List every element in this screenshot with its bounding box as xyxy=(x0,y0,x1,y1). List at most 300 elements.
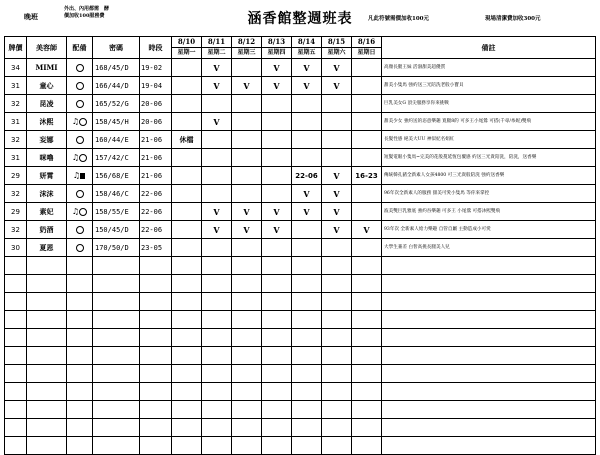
cell-deploy xyxy=(67,149,93,167)
empty-cell xyxy=(140,311,172,329)
cell-name: 咪嚕 xyxy=(27,149,67,167)
table-row xyxy=(5,59,596,77)
table-row xyxy=(5,113,596,131)
cell-deploy xyxy=(67,95,93,113)
cell-day: V xyxy=(322,203,352,221)
empty-cell xyxy=(67,293,93,311)
cell-time: 22-06 xyxy=(140,203,172,221)
cell-day xyxy=(232,113,262,131)
empty-cell xyxy=(202,419,232,437)
cell-code: 165/52/G xyxy=(93,95,140,113)
empty-row xyxy=(5,437,596,455)
empty-cell xyxy=(93,329,140,347)
empty-cell xyxy=(382,329,596,347)
cell-day xyxy=(172,95,202,113)
empty-row xyxy=(5,365,596,383)
cell-name: 夏恩 xyxy=(27,239,67,257)
empty-cell xyxy=(382,311,596,329)
cell-day xyxy=(292,113,322,131)
cell-day xyxy=(172,113,202,131)
cell-day xyxy=(262,131,292,149)
empty-cell xyxy=(382,293,596,311)
empty-cell xyxy=(172,329,202,347)
cell-day xyxy=(262,167,292,185)
empty-cell xyxy=(172,383,202,401)
cell-deploy xyxy=(67,185,93,203)
empty-cell xyxy=(292,257,322,275)
empty-cell xyxy=(352,419,382,437)
empty-cell xyxy=(262,365,292,383)
date-header: 8/12 xyxy=(232,37,262,48)
weekday-header: 星期五 xyxy=(292,48,322,59)
cell-day xyxy=(172,167,202,185)
empty-cell xyxy=(27,365,67,383)
cell-name: 沐熙 xyxy=(27,113,67,131)
empty-row xyxy=(5,275,596,293)
circle-icon xyxy=(79,118,87,126)
empty-cell xyxy=(140,347,172,365)
film-icon xyxy=(80,173,85,179)
empty-cell xyxy=(262,401,292,419)
cell-day xyxy=(352,185,382,203)
cell-day: 16-23 xyxy=(352,167,382,185)
empty-cell xyxy=(322,311,352,329)
cell-deploy xyxy=(67,77,93,95)
empty-cell xyxy=(232,401,262,419)
cell-time: 20-06 xyxy=(140,95,172,113)
cell-time: 21-06 xyxy=(140,167,172,185)
cell-day xyxy=(172,59,202,77)
cell-remark: 短髮電眼小隻馬~完美的花般蔓延恆包覆感 約送三光貴陪洗，陪洗，送香樂 xyxy=(382,149,596,167)
cell-code: 157/42/C xyxy=(93,149,140,167)
circle-icon xyxy=(76,82,84,90)
empty-cell xyxy=(202,401,232,419)
cell-day: V xyxy=(202,221,232,239)
empty-cell xyxy=(322,401,352,419)
cell-day xyxy=(172,77,202,95)
cell-deploy xyxy=(67,113,93,131)
cell-day xyxy=(202,131,232,149)
cell-day: V xyxy=(322,77,352,95)
empty-cell xyxy=(292,401,322,419)
cell-name: 妄娜 xyxy=(27,131,67,149)
empty-cell xyxy=(352,401,382,419)
circle-icon xyxy=(76,100,84,108)
empty-cell xyxy=(232,257,262,275)
empty-cell xyxy=(140,275,172,293)
empty-cell xyxy=(382,347,596,365)
empty-cell xyxy=(232,311,262,329)
cell-day: V xyxy=(292,77,322,95)
cell-day xyxy=(262,185,292,203)
cell-day: V xyxy=(202,203,232,221)
empty-cell xyxy=(382,437,596,455)
empty-cell xyxy=(322,257,352,275)
empty-cell xyxy=(5,275,27,293)
empty-cell xyxy=(67,437,93,455)
cell-day: V xyxy=(322,221,352,239)
empty-cell xyxy=(93,275,140,293)
empty-cell xyxy=(322,365,352,383)
empty-cell xyxy=(5,365,27,383)
empty-cell xyxy=(93,347,140,365)
empty-cell xyxy=(67,419,93,437)
empty-cell xyxy=(27,383,67,401)
circle-icon xyxy=(79,208,87,216)
table-row xyxy=(5,185,596,203)
cell-day: V xyxy=(352,221,382,239)
empty-cell xyxy=(292,293,322,311)
empty-cell xyxy=(352,365,382,383)
empty-cell xyxy=(262,329,292,347)
cell-day xyxy=(232,131,262,149)
empty-cell xyxy=(140,419,172,437)
empty-cell xyxy=(172,347,202,365)
cell-code: 166/44/D xyxy=(93,77,140,95)
empty-cell xyxy=(232,419,262,437)
cell-remark: 93年次 全新素人給力樂趣 自管自屬 主動造成小可愛 xyxy=(382,221,596,239)
cell-deploy xyxy=(67,131,93,149)
empty-cell xyxy=(93,257,140,275)
empty-cell xyxy=(202,383,232,401)
empty-cell xyxy=(352,437,382,455)
empty-cell xyxy=(382,383,596,401)
cell-day xyxy=(352,131,382,149)
circle-icon xyxy=(76,136,84,144)
empty-cell xyxy=(322,437,352,455)
cell-remark: 高顏長腿王妹 活潑甜美超優質 xyxy=(382,59,596,77)
cell-day: 休檔 xyxy=(172,131,202,149)
cleaning-fee-note: 現場清潔費加收300元 xyxy=(485,16,541,22)
cell-day: V xyxy=(262,77,292,95)
empty-cell xyxy=(352,329,382,347)
cell-day xyxy=(232,149,262,167)
empty-cell xyxy=(202,365,232,383)
cell-code: 170/50/D xyxy=(93,239,140,257)
empty-cell xyxy=(292,347,322,365)
circle-icon xyxy=(76,244,84,252)
cell-day xyxy=(202,239,232,257)
cell-code: 150/45/D xyxy=(93,221,140,239)
col-deploy-header: 配備 xyxy=(67,37,93,59)
cell-day xyxy=(262,149,292,167)
cell-day xyxy=(232,167,262,185)
empty-cell xyxy=(382,419,596,437)
empty-cell xyxy=(352,347,382,365)
cell-name: 妍霄 xyxy=(27,167,67,185)
empty-cell xyxy=(67,401,93,419)
empty-row xyxy=(5,293,596,311)
cell-remark: 長髮性感 絕美大UU 神似紀名娟紅 xyxy=(382,131,596,149)
empty-cell xyxy=(262,293,292,311)
page-title: 涵香館整週班表 xyxy=(247,11,353,27)
circle-icon xyxy=(76,64,84,72)
cell-code: 158/55/E xyxy=(93,203,140,221)
cell-day: V xyxy=(292,203,322,221)
empty-cell xyxy=(172,257,202,275)
empty-cell xyxy=(262,383,292,401)
table-row xyxy=(5,203,596,221)
cell-day: V xyxy=(232,77,262,95)
empty-row xyxy=(5,257,596,275)
empty-cell xyxy=(292,329,322,347)
cell-time: 22-06 xyxy=(140,185,172,203)
empty-cell xyxy=(67,365,93,383)
cell-day xyxy=(322,95,352,113)
cell-id: 32 xyxy=(5,95,27,113)
date-header: 8/14 xyxy=(292,37,322,48)
empty-cell xyxy=(382,365,596,383)
empty-cell xyxy=(262,437,292,455)
empty-cell xyxy=(232,329,262,347)
empty-cell xyxy=(67,257,93,275)
cell-code: 156/68/E xyxy=(93,167,140,185)
empty-cell xyxy=(27,329,67,347)
empty-cell xyxy=(322,293,352,311)
cell-remark: 大學生兼差 白皙高挑長腿美人兒 xyxy=(382,239,596,257)
cell-day xyxy=(202,185,232,203)
empty-cell xyxy=(27,257,67,275)
cell-day xyxy=(292,95,322,113)
empty-cell xyxy=(262,257,292,275)
cell-day: V xyxy=(202,113,232,131)
empty-cell xyxy=(140,383,172,401)
empty-cell xyxy=(172,365,202,383)
empty-cell xyxy=(202,437,232,455)
cell-day: V xyxy=(322,59,352,77)
cell-remark: 波美雙巨乳雅底 強約吞樂趣 可多王 小尾鶯 可搭沐熙雙飛 xyxy=(382,203,596,221)
empty-cell xyxy=(292,275,322,293)
empty-cell xyxy=(27,275,67,293)
cell-day: V xyxy=(322,185,352,203)
empty-cell xyxy=(27,311,67,329)
empty-cell xyxy=(172,401,202,419)
weekday-header: 星期二 xyxy=(202,48,232,59)
cell-deploy xyxy=(67,167,93,185)
date-header: 8/15 xyxy=(322,37,352,48)
cell-day xyxy=(352,59,382,77)
date-header: 8/16 xyxy=(352,37,382,48)
cell-id: 34 xyxy=(5,59,27,77)
cell-id: 32 xyxy=(5,131,27,149)
empty-cell xyxy=(292,383,322,401)
cell-id: 30 xyxy=(5,239,27,257)
empty-cell xyxy=(140,401,172,419)
cell-remark: 巨乳美女G 頂尖服務享你來挑戰 xyxy=(382,95,596,113)
col-id-header: 牌價 xyxy=(5,37,27,59)
cell-day xyxy=(172,221,202,239)
cell-code: 158/45/H xyxy=(93,113,140,131)
cell-code: 160/44/E xyxy=(93,131,140,149)
cell-day xyxy=(172,149,202,167)
cell-name: 沫沫 xyxy=(27,185,67,203)
empty-cell xyxy=(172,293,202,311)
cell-day xyxy=(232,239,262,257)
cell-day: V xyxy=(232,203,262,221)
cell-day xyxy=(232,59,262,77)
empty-cell xyxy=(232,437,262,455)
empty-cell xyxy=(292,311,322,329)
empty-cell xyxy=(232,293,262,311)
empty-cell xyxy=(262,311,292,329)
cell-day xyxy=(292,221,322,239)
service-note-line-1: 外出、內用都需 酵 xyxy=(64,6,110,12)
empty-cell xyxy=(93,401,140,419)
table-row xyxy=(5,221,596,239)
empty-cell xyxy=(352,275,382,293)
empty-cell xyxy=(5,257,27,275)
empty-cell xyxy=(93,437,140,455)
empty-cell xyxy=(172,437,202,455)
cell-day xyxy=(202,95,232,113)
cell-time: 21-06 xyxy=(140,149,172,167)
cell-day xyxy=(172,185,202,203)
empty-cell xyxy=(232,383,262,401)
cell-day xyxy=(292,149,322,167)
cell-id: 29 xyxy=(5,167,27,185)
empty-cell xyxy=(202,293,232,311)
empty-row xyxy=(5,311,596,329)
col-remarks-header: 備註 xyxy=(382,37,596,59)
empty-row xyxy=(5,347,596,365)
empty-cell xyxy=(67,275,93,293)
empty-cell xyxy=(172,311,202,329)
cell-deploy xyxy=(67,203,93,221)
cell-day: V xyxy=(262,221,292,239)
header xyxy=(0,0,600,36)
music-note-icon: ♫ xyxy=(71,207,80,216)
cell-day xyxy=(322,113,352,131)
cell-day: V xyxy=(292,185,322,203)
weekday-header: 星期三 xyxy=(232,48,262,59)
cell-day xyxy=(352,95,382,113)
schedule-table xyxy=(4,36,596,455)
empty-cell xyxy=(262,347,292,365)
cell-day xyxy=(262,95,292,113)
col-time-header: 時段 xyxy=(140,37,172,59)
cell-day: 22-06 xyxy=(292,167,322,185)
empty-cell xyxy=(27,293,67,311)
cell-day xyxy=(352,203,382,221)
empty-cell xyxy=(172,275,202,293)
empty-cell xyxy=(27,347,67,365)
empty-cell xyxy=(140,437,172,455)
empty-cell xyxy=(202,329,232,347)
empty-cell xyxy=(67,347,93,365)
cell-name: 素妃 xyxy=(27,203,67,221)
empty-cell xyxy=(202,311,232,329)
empty-cell xyxy=(382,401,596,419)
cell-code: 158/46/C xyxy=(93,185,140,203)
empty-cell xyxy=(322,419,352,437)
empty-cell xyxy=(140,293,172,311)
empty-cell xyxy=(322,383,352,401)
table-row xyxy=(5,167,596,185)
cell-name: 昆凌 xyxy=(27,95,67,113)
empty-cell xyxy=(93,383,140,401)
cell-name: 奶酒 xyxy=(27,221,67,239)
cell-id: 32 xyxy=(5,185,27,203)
empty-cell xyxy=(5,383,27,401)
empty-cell xyxy=(172,419,202,437)
table-row xyxy=(5,239,596,257)
empty-row xyxy=(5,401,596,419)
empty-cell xyxy=(93,293,140,311)
cell-deploy xyxy=(67,59,93,77)
cell-day xyxy=(352,149,382,167)
col-code-header: 密碼 xyxy=(93,37,140,59)
music-note-icon: ♫ xyxy=(72,171,81,180)
shift-label: 晚班 xyxy=(24,12,38,21)
cell-day xyxy=(262,239,292,257)
cell-day: V xyxy=(262,203,292,221)
empty-cell xyxy=(5,329,27,347)
cell-day xyxy=(322,239,352,257)
empty-row xyxy=(5,383,596,401)
empty-cell xyxy=(382,257,596,275)
cell-remark: 甜美少女 強約送的恣意樂趣 寬腿8的 可多王小尾鶯 可搭(千尋/糸妮)雙飛 xyxy=(382,113,596,131)
empty-cell xyxy=(262,419,292,437)
cell-id: 31 xyxy=(5,113,27,131)
empty-cell xyxy=(322,347,352,365)
empty-cell xyxy=(202,257,232,275)
empty-cell xyxy=(140,257,172,275)
empty-cell xyxy=(352,311,382,329)
empty-cell xyxy=(292,365,322,383)
cell-deploy xyxy=(67,239,93,257)
cell-day xyxy=(172,239,202,257)
symbol-note: 凡此符號需價加收100元 xyxy=(368,16,429,22)
date-header: 8/11 xyxy=(202,37,232,48)
empty-cell xyxy=(93,311,140,329)
cell-day: V xyxy=(292,59,322,77)
cell-remark: 96年次全新素人的服務 甜美可愛小隻馬 等你來掌控 xyxy=(382,185,596,203)
cell-time: 19-02 xyxy=(140,59,172,77)
date-header: 8/13 xyxy=(262,37,292,48)
cell-day xyxy=(292,239,322,257)
empty-cell xyxy=(202,347,232,365)
empty-cell xyxy=(93,419,140,437)
empty-cell xyxy=(352,293,382,311)
cell-day xyxy=(202,149,232,167)
circle-icon xyxy=(76,190,84,198)
empty-cell xyxy=(5,293,27,311)
weekday-header: 星期六 xyxy=(322,48,352,59)
empty-cell xyxy=(27,419,67,437)
empty-cell xyxy=(292,419,322,437)
empty-cell xyxy=(5,401,27,419)
circle-icon xyxy=(79,154,87,162)
cell-day: V xyxy=(232,221,262,239)
cell-remark: 傳統韓孔豬全新素人女孩4800 可三光貴般陪洗 強約送香樂 xyxy=(382,167,596,185)
empty-cell xyxy=(232,365,262,383)
cell-day xyxy=(322,149,352,167)
table-row xyxy=(5,95,596,113)
empty-cell xyxy=(27,401,67,419)
cell-day xyxy=(352,239,382,257)
empty-cell xyxy=(262,275,292,293)
empty-cell xyxy=(5,419,27,437)
cell-name: MIMI xyxy=(27,59,67,77)
cell-day: V xyxy=(262,59,292,77)
cell-time: 20-06 xyxy=(140,113,172,131)
empty-cell xyxy=(202,275,232,293)
cell-remark: 甜美小隻馬 強約送三光陪洗老般小寶貝 xyxy=(382,77,596,95)
weekday-header: 星期一 xyxy=(172,48,202,59)
cell-day xyxy=(322,131,352,149)
empty-cell xyxy=(140,329,172,347)
circle-icon xyxy=(76,226,84,234)
